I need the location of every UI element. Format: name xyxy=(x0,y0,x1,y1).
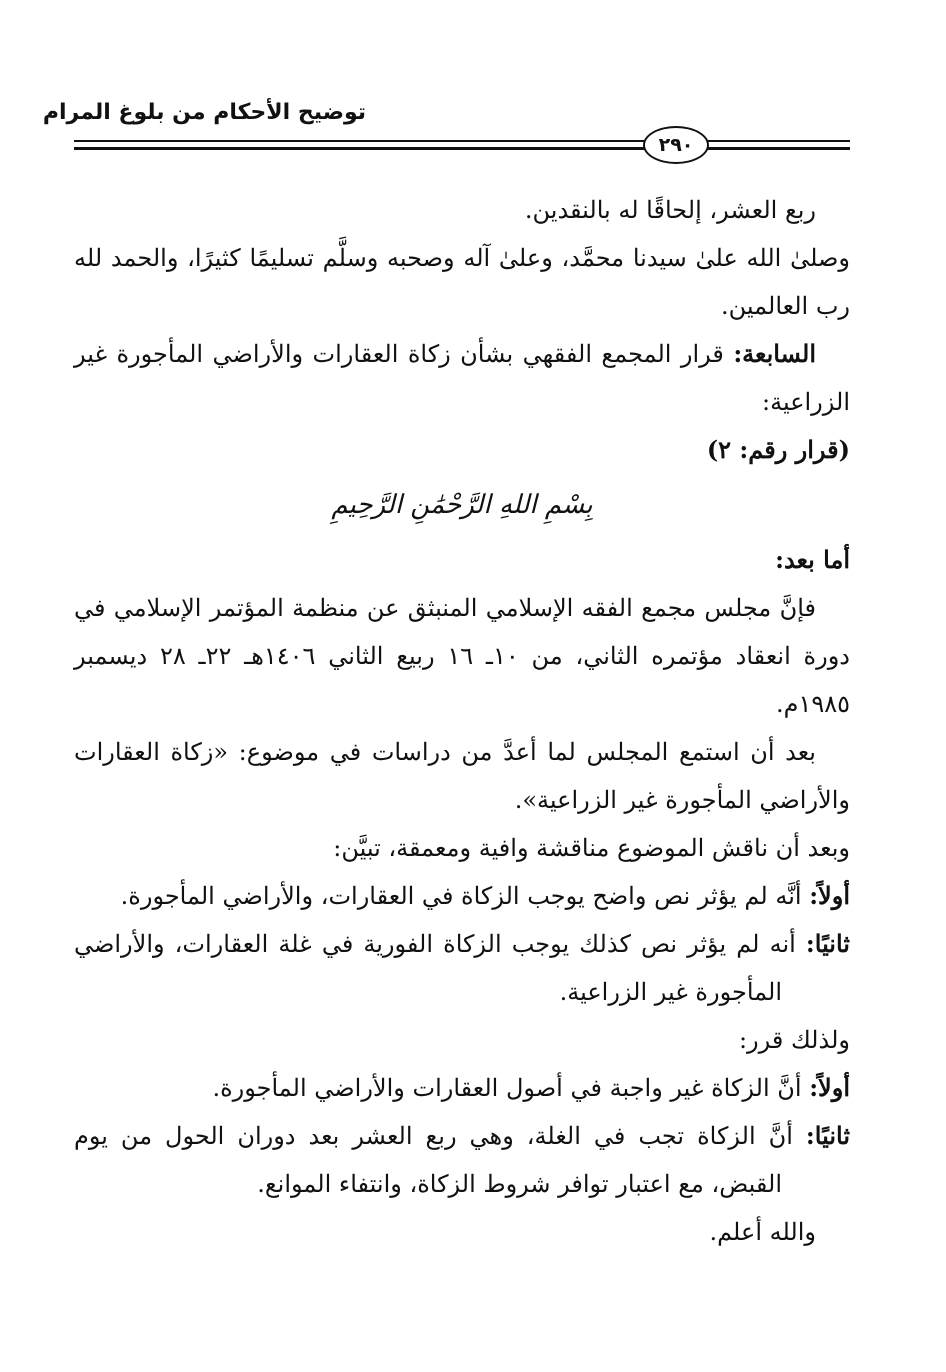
header-rule-thin xyxy=(74,140,850,142)
finding-first-label: أولاً: xyxy=(809,881,850,910)
decided-first-text: أنَّ الزكاة غير واجبة في أصول العقارات والأراضي المأجورة. xyxy=(212,1074,802,1102)
finding-second xyxy=(74,920,850,1016)
page-body xyxy=(74,186,850,1256)
amma-bad-heading: أما بعد: xyxy=(775,545,850,574)
decided-first-label: أولاً: xyxy=(809,1073,850,1102)
decided-second xyxy=(74,1112,850,1208)
closing-phrase: والله أعلم. xyxy=(709,1218,816,1246)
decided-second-text: أنَّ الزكاة تجب في الغلة، وهي ربع العشر بعد دوران الحول من يوم القبض، مع اعتبار توافر شروط الزكاة، وانتفاء الموانع. xyxy=(74,1122,793,1198)
seventh-label: السابعة: xyxy=(733,339,816,368)
finding-second-text: أنه لم يؤثر نص كذلك يوجب الزكاة الفورية في غلة العقارات، والأراضي المأجورة غير الزراعية. xyxy=(74,930,796,1006)
decided-second-label: ثانيًا: xyxy=(805,1121,850,1150)
finding-second-label: ثانيًا: xyxy=(805,929,850,958)
book-title: توضيح الأحكام من بلوغ المرام xyxy=(42,100,366,125)
paragraph-quarter-tenth: ربع العشر، إلحاقًا له بالنقدين. xyxy=(524,196,816,224)
paragraph-salutation: وصلىٰ الله علىٰ سيدنا محمَّد، وعلىٰ آله وصحبه وسلَّم تسليمًا كثيرًا، والحمد لله رب العالمين. xyxy=(74,244,850,320)
paragraph-listened: بعد أن استمع المجلس لما أعدَّ من دراسات في موضوع: «زكاة العقارات والأراضي المأجورة غير الزراعية». xyxy=(74,738,850,814)
paragraph-council: فإنَّ مجلس مجمع الفقه الإسلامي المنبثق عن منظمة المؤتمر الإسلامي في دورة انعقاد مؤتمره الثاني، من ١٠ـ ١٦ ربيع الثاني ١٤٠٦هـ ٢٢ـ ٢٨ ديسمبر ١٩٨٥م. xyxy=(74,594,850,718)
paragraph-seventh xyxy=(74,330,850,426)
header-rule-thick xyxy=(74,147,850,150)
decided-first xyxy=(74,1064,850,1112)
seventh-text: قرار المجمع الفقهي بشأن زكاة العقارات والأراضي المأجورة غير الزراعية: xyxy=(74,340,850,416)
finding-first xyxy=(74,872,850,920)
therefore-heading: ولذلك قرر: xyxy=(738,1026,850,1054)
page-number: ٢٩٠ xyxy=(643,126,709,164)
basmala: بِسْمِ اللهِ الرَّحْمَٰنِ الرَّحِيمِ xyxy=(331,490,593,520)
paragraph-discussed: وبعد أن ناقش الموضوع مناقشة وافية ومعمقة، تبيَّن: xyxy=(333,834,850,862)
finding-first-text: أنَّه لم يؤثر نص واضح يوجب الزكاة في العقارات، والأراضي المأجورة. xyxy=(120,882,802,910)
decision-number: (قرار رقم: ٢) xyxy=(706,435,850,464)
